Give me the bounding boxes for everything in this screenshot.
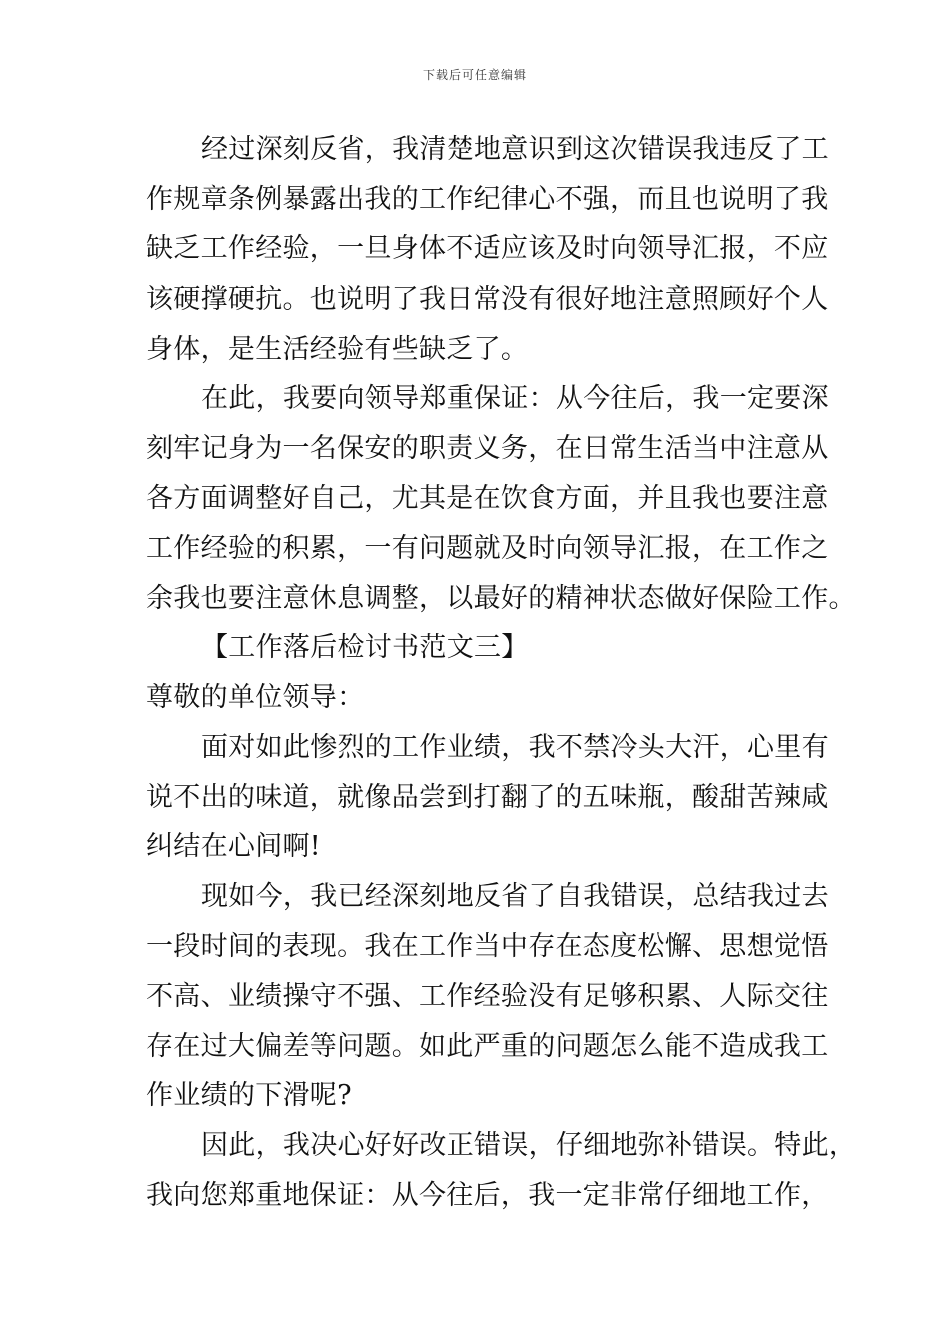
paragraph-line: 各方面调整好自己，尤其是在饮食方面，并且我也要注意 (146, 483, 829, 514)
paragraph-line: 在此，我要向领导郑重保证：从今往后，我一定要深 (201, 383, 829, 414)
paragraph-line: 面对如此惨烈的工作业绩，我不禁冷头大汗，心里有 (201, 732, 829, 763)
paragraph-line: 刻牢记身为一名保安的职责义务，在日常生活当中注意从 (146, 433, 829, 464)
header-note: 下载后可任意编辑 (422, 68, 527, 82)
paragraph-line: 余我也要注意休息调整，以最好的精神状态做好保险工作。 (146, 583, 856, 614)
paragraph-line: 纠结在心间啊! (146, 831, 321, 862)
section-heading: 【工作落后检讨书范文三】 (201, 632, 529, 663)
paragraph-line: 作规章条例暴露出我的工作纪律心不强，而且也说明了我 (146, 184, 829, 215)
paragraph-line: 一段时间的表现。我在工作当中存在态度松懈、思想觉悟 (146, 931, 829, 962)
paragraph-line: 不高、业绩操守不强、工作经验没有足够积累、人际交往 (146, 981, 829, 1012)
paragraph-line: 说不出的味道，就像品尝到打翻了的五味瓶，酸甜苦辣咸 (146, 782, 829, 813)
paragraph-line: 存在过大偏差等问题。如此严重的问题怎么能不造成我工 (146, 1031, 829, 1062)
salutation: 尊敬的单位领导： (146, 682, 365, 713)
paragraph-line: 身体，是生活经验有些缺乏了。 (146, 334, 529, 365)
paragraph-line: 因此，我决心好好改正错误，仔细地弥补错误。特此， (201, 1130, 857, 1161)
paragraph-line: 该硬撑硬抗。也说明了我日常没有很好地注意照顾好个人 (146, 284, 829, 315)
paragraph-line: 现如今，我已经深刻地反省了自我错误，总结我过去 (201, 881, 829, 912)
paragraph-line: 我向您郑重地保证：从今往后，我一定非常仔细地工作， (146, 1180, 829, 1211)
paragraph-line: 经过深刻反省，我清楚地意识到这次错误我违反了工 (201, 134, 829, 165)
paragraph-line: 作业绩的下滑呢? (146, 1080, 352, 1111)
paragraph-line: 缺乏工作经验，一旦身体不适应该及时向领导汇报，不应 (146, 233, 829, 264)
paragraph-line: 工作经验的积累，一有问题就及时向领导汇报，在工作之 (146, 533, 829, 564)
